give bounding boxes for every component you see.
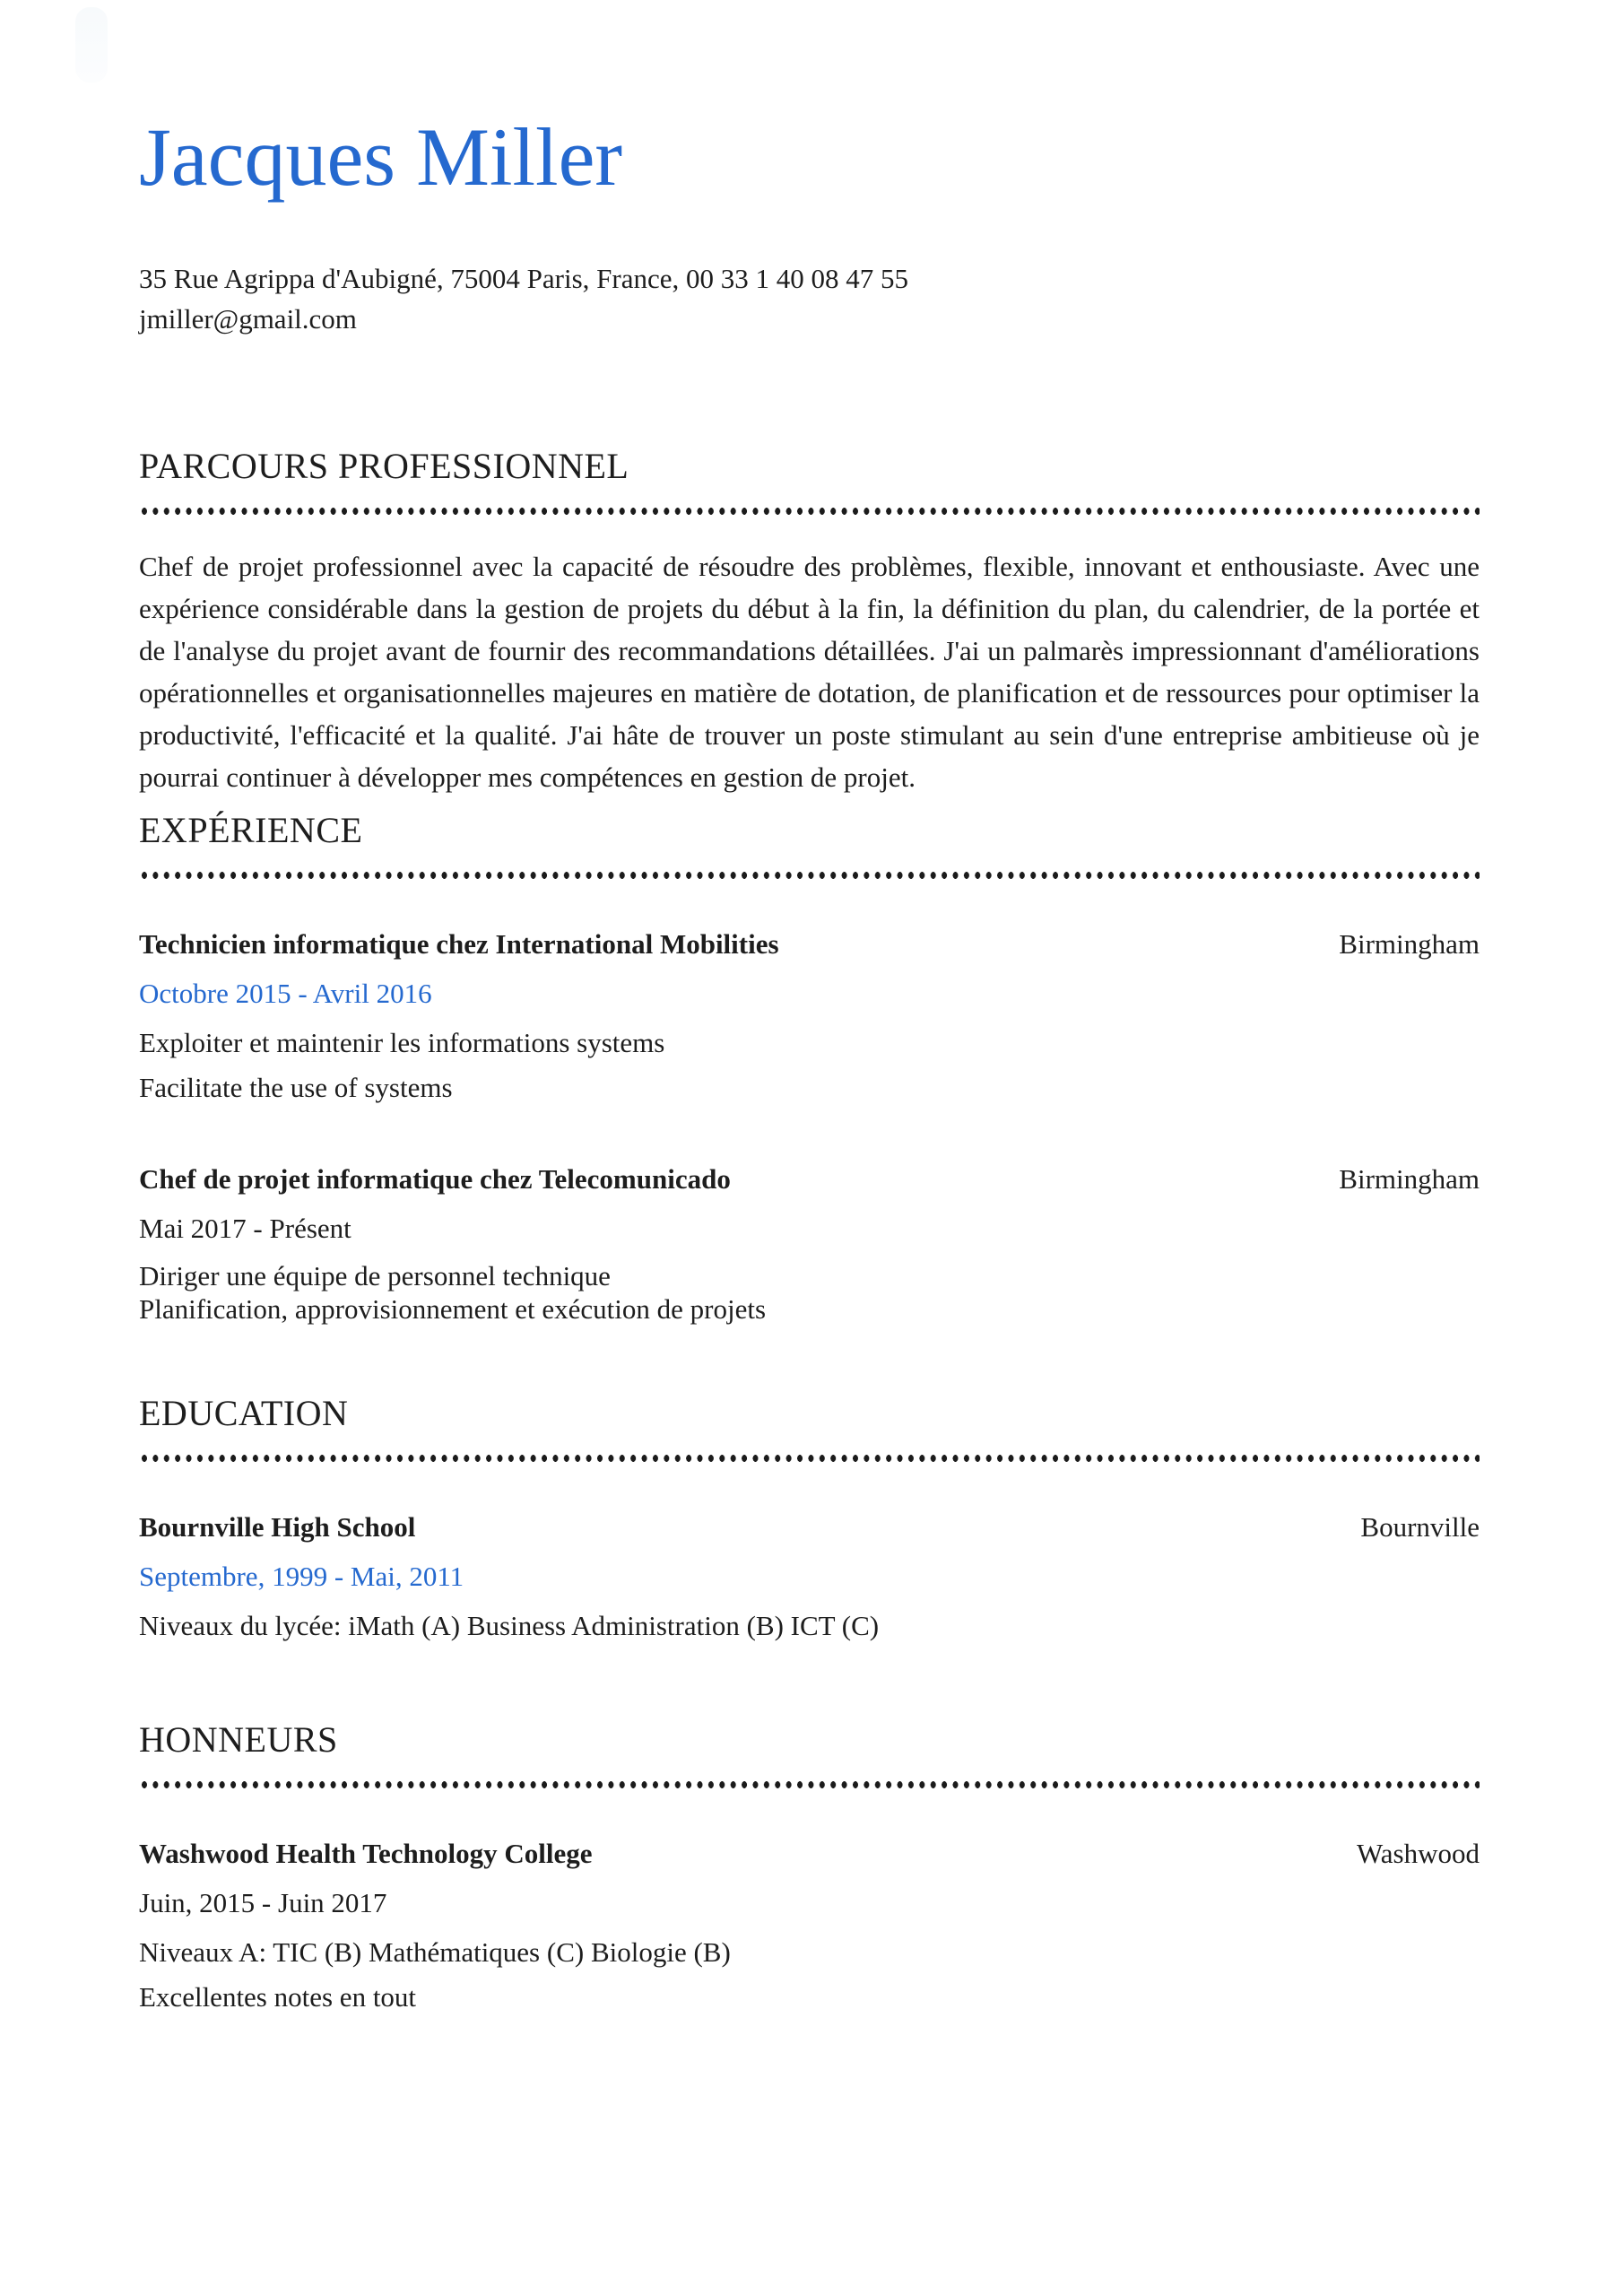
entry-title: Chef de projet informatique chez Telecomunicado xyxy=(139,1163,731,1195)
dotted-divider xyxy=(139,506,1480,517)
person-name: Jacques Miller xyxy=(139,111,623,203)
entry-description xyxy=(139,1934,1480,2016)
entry-dates: Octobre 2015 - Avril 2016 xyxy=(139,978,432,1009)
entry-description-line: Diriger une équipe de personnel technique xyxy=(139,1260,611,1292)
section-experience xyxy=(139,810,1480,1326)
entry-header-row xyxy=(139,926,1480,963)
scan-artifact xyxy=(75,7,108,83)
section-education xyxy=(139,1393,1480,1645)
entry-description-line: Niveaux du lycée: iMath (A) Business Administration (B) ICT (C) xyxy=(139,1610,880,1641)
entry xyxy=(139,1835,1480,2016)
section-body xyxy=(139,926,1480,1326)
summary-paragraph: Chef de projet professionnel avec la capacité de résoudre des problèmes, flexible, innovant et enthousiaste. Avec une expérience considérable dans la gestion de projets du début à la fin, la définition du plan, du calendrier, de la portée et de l'analyse du projet avant de fournir des recommandations détaillées. J'ai un palmarès impressionnant d'améliorations opérationnelles et organisationnelles majeures en matière de dotation, de planification et de ressources pour optimiser la productivité, l'efficacité et la qualité. J'ai hâte de trouver un poste stimulant au sein d'une entreprise ambitieuse où je pourrai continuer à développer mes compétences en gestion de projet. xyxy=(139,551,1480,793)
section-body xyxy=(139,545,1480,798)
entry xyxy=(139,926,1480,1107)
sections xyxy=(139,448,1480,2016)
entry-dates: Septembre, 1999 - Mai, 2011 xyxy=(139,1561,464,1592)
entry-description-line: Planification, approvisionnement et exécution de projets xyxy=(139,1293,767,1325)
entry-location: Washwood xyxy=(1357,1838,1480,1869)
entry-description-line: Exploiter et maintenir les informations systems xyxy=(139,1027,665,1058)
section-body xyxy=(139,1509,1480,1645)
entry-description-line: Facilitate the use of systems xyxy=(139,1072,453,1103)
resume-header xyxy=(139,106,1480,339)
entry-description xyxy=(139,1259,1480,1326)
entry-header-row xyxy=(139,1835,1480,1873)
entry-location: Birmingham xyxy=(1339,928,1480,960)
entry-description-line: Niveaux A: TIC (B) Mathématiques (C) Biologie (B) xyxy=(139,1936,731,1968)
contact-block xyxy=(139,258,1480,339)
section-summary xyxy=(139,448,1480,798)
entry-location: Bournville xyxy=(1360,1511,1480,1543)
contact-address: 35 Rue Agrippa d'Aubigné, 75004 Paris, France, 00 33 1 40 08 47 55 xyxy=(139,263,908,294)
entry-dates: Juin, 2015 - Juin 2017 xyxy=(139,1887,387,1918)
section-title: EDUCATION xyxy=(139,1393,349,1433)
contact-email: jmiller@gmail.com xyxy=(139,303,357,335)
entry xyxy=(139,1509,1480,1645)
entry-header-row xyxy=(139,1161,1480,1198)
entry-title: Washwood Health Technology College xyxy=(139,1838,593,1869)
entry-title: Technicien informatique chez International Mobilities xyxy=(139,928,779,960)
section-title: PARCOURS PROFESSIONNEL xyxy=(139,446,629,486)
dotted-divider xyxy=(139,870,1480,881)
entry-header-row xyxy=(139,1509,1480,1546)
section-title: HONNEURS xyxy=(139,1719,338,1760)
entry-description-line: Excellentes notes en tout xyxy=(139,1981,417,2013)
entry-description xyxy=(139,1607,1480,1645)
entry-description xyxy=(139,1024,1480,1107)
section-title: EXPÉRIENCE xyxy=(139,810,363,850)
section-honors xyxy=(139,1719,1480,2016)
entry-dates: Mai 2017 - Présent xyxy=(139,1213,352,1244)
dotted-divider xyxy=(139,1453,1480,1464)
entry-title: Bournville High School xyxy=(139,1511,416,1543)
dotted-divider xyxy=(139,1779,1480,1790)
entry xyxy=(139,1161,1480,1326)
section-body xyxy=(139,1835,1480,2016)
entry-location: Birmingham xyxy=(1339,1163,1480,1195)
